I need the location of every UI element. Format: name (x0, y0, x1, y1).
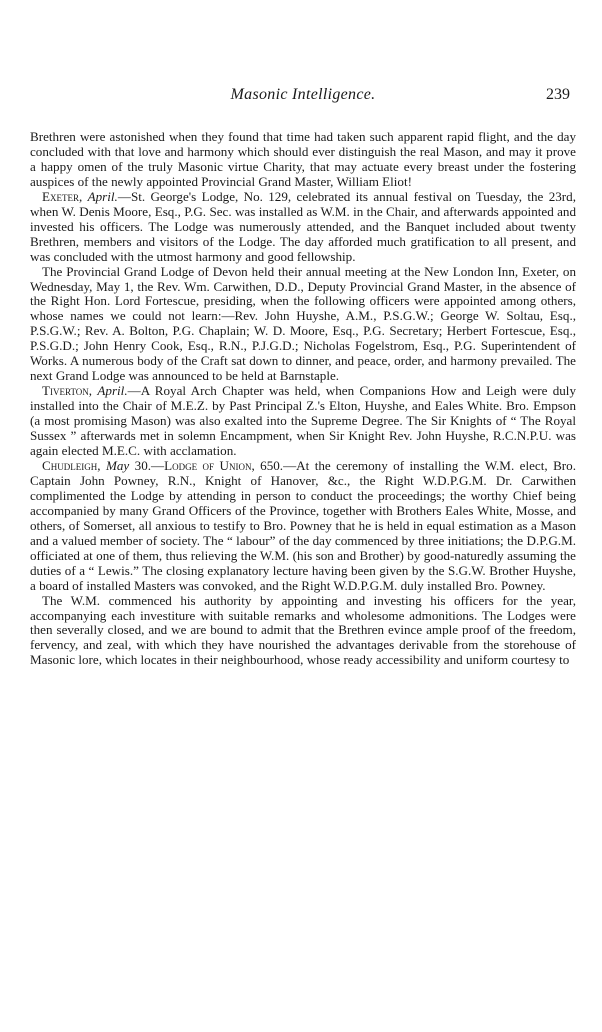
place-name: Tiverton, (42, 383, 93, 399)
place-name: Chudleigh, (42, 457, 101, 473)
paragraph-exeter: Exeter, April.—St. George's Lodge, No. 129, celebrated its annual festival on Tuesday, the 23rd, when W. Denis Moore, Esq., P.G. Sec. was installed as W.M. in the Chair, and afterwards appointed and invested his officers. The Lodge was numerously attended, and the Banquet included about twenty Brethren, members and visitors of the Lodge. The day afforded much gratification to all present, and was concluded with the utmost harmony and good fellowship. (30, 188, 576, 264)
body-text (30, 130, 576, 668)
date-label: May (105, 457, 130, 473)
paragraph-continuation: Brethren were astonished when they found that time had taken such apparent rapid flight, and the day concluded with that love and harmony which should ever distinguish the real Mason, and may it prove a happy omen of the truly Masonic virtue Charity, that may actuate every breast under the fostering auspices of the newly appointed Provincial Grand Master, William Eliot! (30, 129, 576, 189)
paragraph-chudleigh: Chudleigh, May 30.—Lodge of Union, 650.—At the ceremony of installing the W.M. elect, Bro. Captain John Powney, R.N., Knight of Hanover, &c., the Right W.D.P.G.M. Dr. Carwithen complimented the Lodge by attending in person to conduct the proceedings; the worthy Chief being accompanied by many Grand Officers of the Province, together with Brothers Eales White, Mosse, and others, of Somerset, all anxious to testify to Bro. Powney that he is held in equal estimation as a Mason and a valued member of society. The “ labour” of the day commenced by three initiations; the D.P.G.M. officiated at one of them, thus relieving the W.M. (his son and Brother) by good-naturedly assuming the duties of a “ Lewis.” The closing explanatory lecture having been given by the S.G.W. Brother Huyshe, a board of installed Masters was convoked, and the Right W.D.P.G.M. duly installed Bro. Powney. (30, 457, 576, 593)
place-name: Exeter, (42, 188, 83, 204)
paragraph-provincial-grand-lodge: The Provincial Grand Lodge of Devon held their annual meeting at the New London Inn, Exeter, on Wednesday, May 1, the Rev. Wm. Carwithen, D.D., Deputy Provincial Grand Master, in the absence of the Right Hon. Lord Fortescue, presiding, when the following officers were appointed among others, whose names we could not learn:—Rev. John Huyshe, A.M., P.S.G.W.; George W. Soltau, Esq., P.S.G.W.; Rev. A. Bolton, P.G. Chaplain; W. D. Moore, Esq., P.G. Secretary; Herbert Fortescue, Esq., P.S.G.D.; John Henry Cook, Esq., R.N., P.J.G.D.; Nicholas Fogelstrom, Esq., P.G. Superintendent of Works. A numerous body of the Craft sat down to dinner, and peace, order, and harmony prevailed. The next Grand Lodge was announced to be held at Barnstaple. (30, 263, 576, 384)
book-page (30, 88, 576, 668)
page-header (30, 88, 576, 108)
page-number: 239 (546, 86, 570, 103)
paragraph-tiverton: Tiverton, April.—A Royal Arch Chapter was held, when Companions How and Leigh were duly installed into the Chair of M.E.Z. by Past Principal Z.'s Elton, Huyshe, and Eales White. Bro. Empson (a most promising Mason) was also exalted into the Supreme Degree. The Sir Knights of “ The Royal Sussex ” afterwards met in solemn Encampment, when Sir Knight Rev. John Huyshe, R.C.N.P.U. was again elected M.E.C. with acclamation. (30, 383, 576, 459)
date-label: April. (87, 188, 118, 204)
lodge-name: Lodge of Union, (164, 457, 255, 473)
paragraph-installation: The W.M. commenced his authority by appointing and investing his officers for the year, accompanying each investiture with suitable remarks and wholesome admonitions. The Lodges were then severally closed, and we are bound to admit that the Brethren evince ample proof of the freedom, fervency, and zeal, with which they have nourished the advantages derivable from the storehouse of Masonic lore, which locates in their neighbourhood, whose ready accessibility and uniform courtesy to (30, 592, 576, 668)
running-title: Masonic Intelligence. (230, 86, 376, 103)
date-label: April. (97, 383, 128, 399)
